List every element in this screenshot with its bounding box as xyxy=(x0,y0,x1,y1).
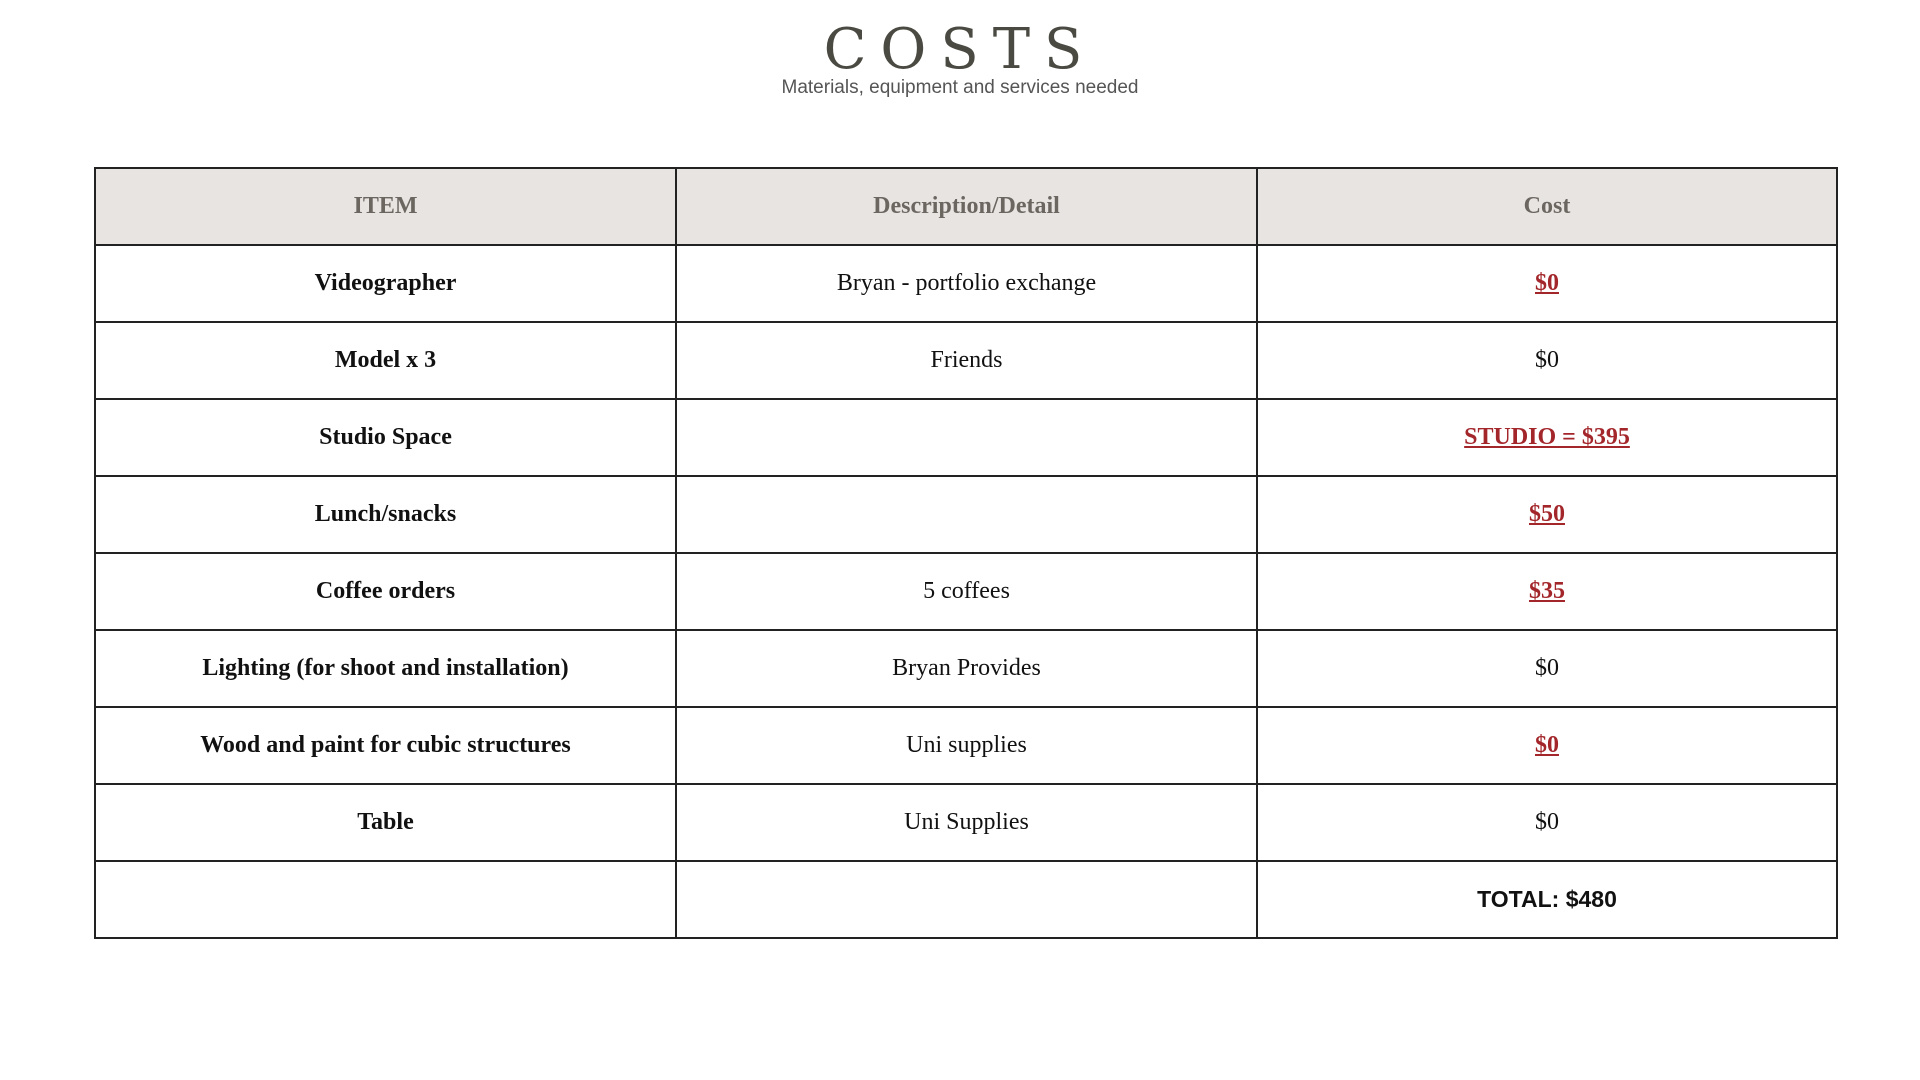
cost-link[interactable]: $35 xyxy=(1529,578,1565,604)
cost-link[interactable]: STUDIO = $395 xyxy=(1464,424,1630,450)
table-row xyxy=(95,399,1837,476)
cost-link[interactable]: $0 xyxy=(1535,270,1559,296)
empty-cell xyxy=(676,861,1257,938)
cost-value: $0 xyxy=(1535,809,1559,835)
table-row xyxy=(95,784,1837,861)
column-header-item: ITEM xyxy=(95,168,676,245)
item-cell: Lunch/snacks xyxy=(95,476,676,553)
item-cell: Table xyxy=(95,784,676,861)
total-value: TOTAL: $480 xyxy=(1257,861,1837,938)
table-row xyxy=(95,553,1837,630)
cost-cell xyxy=(1257,322,1837,399)
table-row xyxy=(95,322,1837,399)
description-cell: Friends xyxy=(676,322,1257,399)
cost-cell xyxy=(1257,784,1837,861)
costs-table xyxy=(94,167,1838,939)
table-row xyxy=(95,630,1837,707)
description-cell: Uni Supplies xyxy=(676,784,1257,861)
item-cell: Videographer xyxy=(95,245,676,322)
table-row xyxy=(95,245,1837,322)
cost-link[interactable]: $0 xyxy=(1535,732,1559,758)
cost-cell xyxy=(1257,399,1837,476)
description-cell: Bryan - portfolio exchange xyxy=(676,245,1257,322)
column-header-cost: Cost xyxy=(1257,168,1837,245)
item-cell: Model x 3 xyxy=(95,322,676,399)
item-cell: Wood and paint for cubic structures xyxy=(95,707,676,784)
total-row xyxy=(95,861,1837,938)
cost-cell xyxy=(1257,707,1837,784)
cost-cell xyxy=(1257,630,1837,707)
item-cell: Coffee orders xyxy=(95,553,676,630)
item-cell: Lighting (for shoot and installation) xyxy=(95,630,676,707)
table-row xyxy=(95,707,1837,784)
description-cell xyxy=(676,476,1257,553)
description-cell: Bryan Provides xyxy=(676,630,1257,707)
page-title: COSTS xyxy=(823,17,1097,82)
column-header-description: Description/Detail xyxy=(676,168,1257,245)
table-header-row xyxy=(95,168,1837,245)
page-subtitle: Materials, equipment and services needed xyxy=(781,77,1139,98)
description-cell: Uni supplies xyxy=(676,707,1257,784)
cost-value: $0 xyxy=(1535,655,1559,681)
cost-cell xyxy=(1257,476,1837,553)
cost-link[interactable]: $50 xyxy=(1529,501,1565,527)
description-cell: 5 coffees xyxy=(676,553,1257,630)
empty-cell xyxy=(95,861,676,938)
table-row xyxy=(95,476,1837,553)
cost-cell xyxy=(1257,245,1837,322)
description-cell xyxy=(676,399,1257,476)
item-cell: Studio Space xyxy=(95,399,676,476)
cost-value: $0 xyxy=(1535,347,1559,373)
cost-cell xyxy=(1257,553,1837,630)
